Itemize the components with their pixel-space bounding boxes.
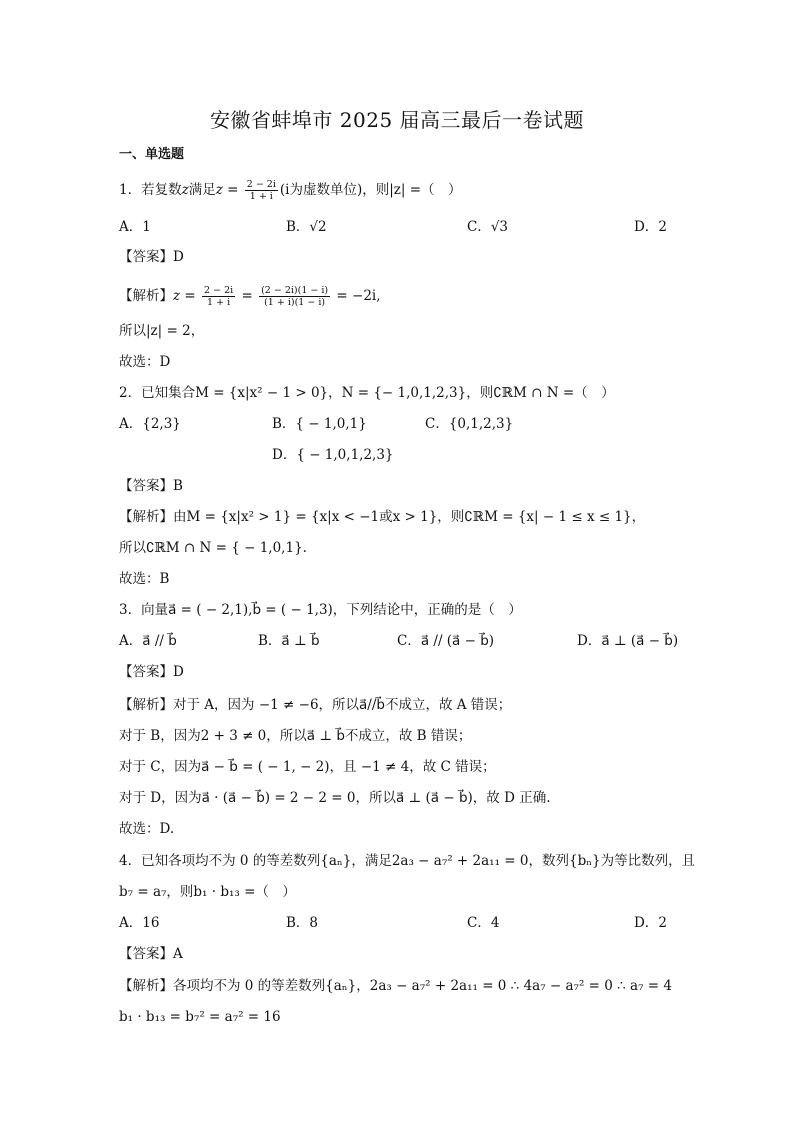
q4-option-c[interactable]: C．4: [467, 915, 500, 931]
q2-option-a[interactable]: A．{2,3}: [119, 416, 181, 432]
q1-explanation: 【解析】z = $\frac{2 - 2i}{1 + i}$ = $\frac{(2 - 2i)(1 - i)}{(1 + i)(1 - i)}$ = −2i,: [119, 285, 381, 308]
q4-explanation-1: 【解析】各项均不为 0 的等差数列{aₙ}，2a₃ − a₇² + 2a₁₁ = 0 ∴ 4a₇ − a₇² = 0 ∴ a₇ = 4: [119, 978, 672, 994]
q3-answer: 【答案】D: [119, 664, 184, 680]
q1-option-a[interactable]: A．1: [119, 219, 151, 235]
q3-conclusion: 故选：D.: [119, 821, 175, 837]
q3-explanation-4: 对于 D，因为a⃗ · (a⃗ − b⃗) = 2 − 2 = 0，所以a⃗ ⊥ (a⃗ − b⃗)，故 D 正确.: [119, 790, 551, 806]
q2-option-d[interactable]: D．{ − 1,0,1,2,3}: [272, 447, 394, 463]
q1-option-b[interactable]: B．√2: [286, 219, 327, 235]
q4-option-b[interactable]: B．8: [286, 915, 319, 931]
q3-option-a[interactable]: A．a⃗ // b⃗: [119, 633, 177, 649]
q2-explanation-2: 所以∁ℝM ∩ N = { − 1,0,1}.: [119, 540, 307, 556]
q1-conclusion: 故选：D: [119, 354, 171, 370]
q1-option-d[interactable]: D．2: [634, 219, 667, 235]
section-heading: 一、单选题: [119, 147, 185, 162]
q2-stem: 2．已知集合M = {x|x² − 1 > 0}，N = {− 1,0,1,2,3}，则∁ℝM ∩ N =（ ）: [119, 385, 615, 401]
q3-explanation-1: 【解析】对于 A，因为 −1 ≠ −6，所以a⃗//b⃗不成立，故 A 错误；: [119, 697, 512, 713]
q2-option-b[interactable]: B．{ − 1,0,1}: [272, 416, 367, 432]
q2-answer: 【答案】B: [119, 478, 183, 494]
q4-option-a[interactable]: A．16: [119, 915, 160, 931]
q3-explanation-3: 对于 C，因为a⃗ − b⃗ = ( − 1, − 2)，且 −1 ≠ 4，故 C 错误；: [119, 759, 496, 775]
page-title: 安徽省蚌埠市 2025 届高三最后一卷试题: [209, 108, 585, 132]
q2-option-c[interactable]: C．{0,1,2,3}: [425, 416, 514, 432]
q4-stem-1: 4．已知各项均不为 0 的等差数列{aₙ}，满足2a₃ − a₇² + 2a₁₁ = 0，数列{bₙ}为等比数列，且: [119, 853, 696, 869]
q4-explanation-2: b₁ · b₁₃ = b₇² = a₇² = 16: [119, 1009, 281, 1025]
q1-answer: 【答案】D: [119, 249, 184, 265]
q3-stem: 3．向量a⃗ = ( − 2,1),b⃗ = ( − 1,3)，下列结论中，正确的是（ ）: [119, 602, 522, 618]
q3-option-b[interactable]: B．a⃗ ⊥ b⃗: [258, 633, 320, 649]
q1-option-c[interactable]: C．√3: [467, 219, 509, 235]
q4-answer: 【答案】A: [119, 946, 183, 962]
q2-conclusion: 故选：B: [119, 571, 170, 587]
q1-stem: 1．若复数z满足z = $\frac{2 - 2i}{1 + i}$ (i为虚数单位)，则|z| =（ ）: [119, 179, 462, 202]
q4-option-d[interactable]: D．2: [634, 915, 667, 931]
q1-explanation-line2: 所以|z| = 2，: [119, 323, 205, 339]
q1-fraction: $\frac{2 - 2i}{1 + i}$: [246, 179, 276, 202]
q4-stem-2: b₇ = a₇，则b₁ · b₁₃ =（ ）: [119, 884, 296, 900]
q3-option-d[interactable]: D．a⃗ ⊥ (a⃗ − b⃗): [577, 633, 679, 649]
q3-option-c[interactable]: C．a⃗ // (a⃗ − b⃗): [397, 633, 495, 649]
q3-explanation-2: 对于 B，因为2 + 3 ≠ 0，所以a⃗ ⊥ b⃗不成立，故 B 错误；: [119, 728, 472, 744]
q2-explanation-1: 【解析】由M = {x|x² > 1} = {x|x < −1或x > 1}，则∁ℝM = {x| − 1 ≤ x ≤ 1}，: [119, 509, 646, 525]
